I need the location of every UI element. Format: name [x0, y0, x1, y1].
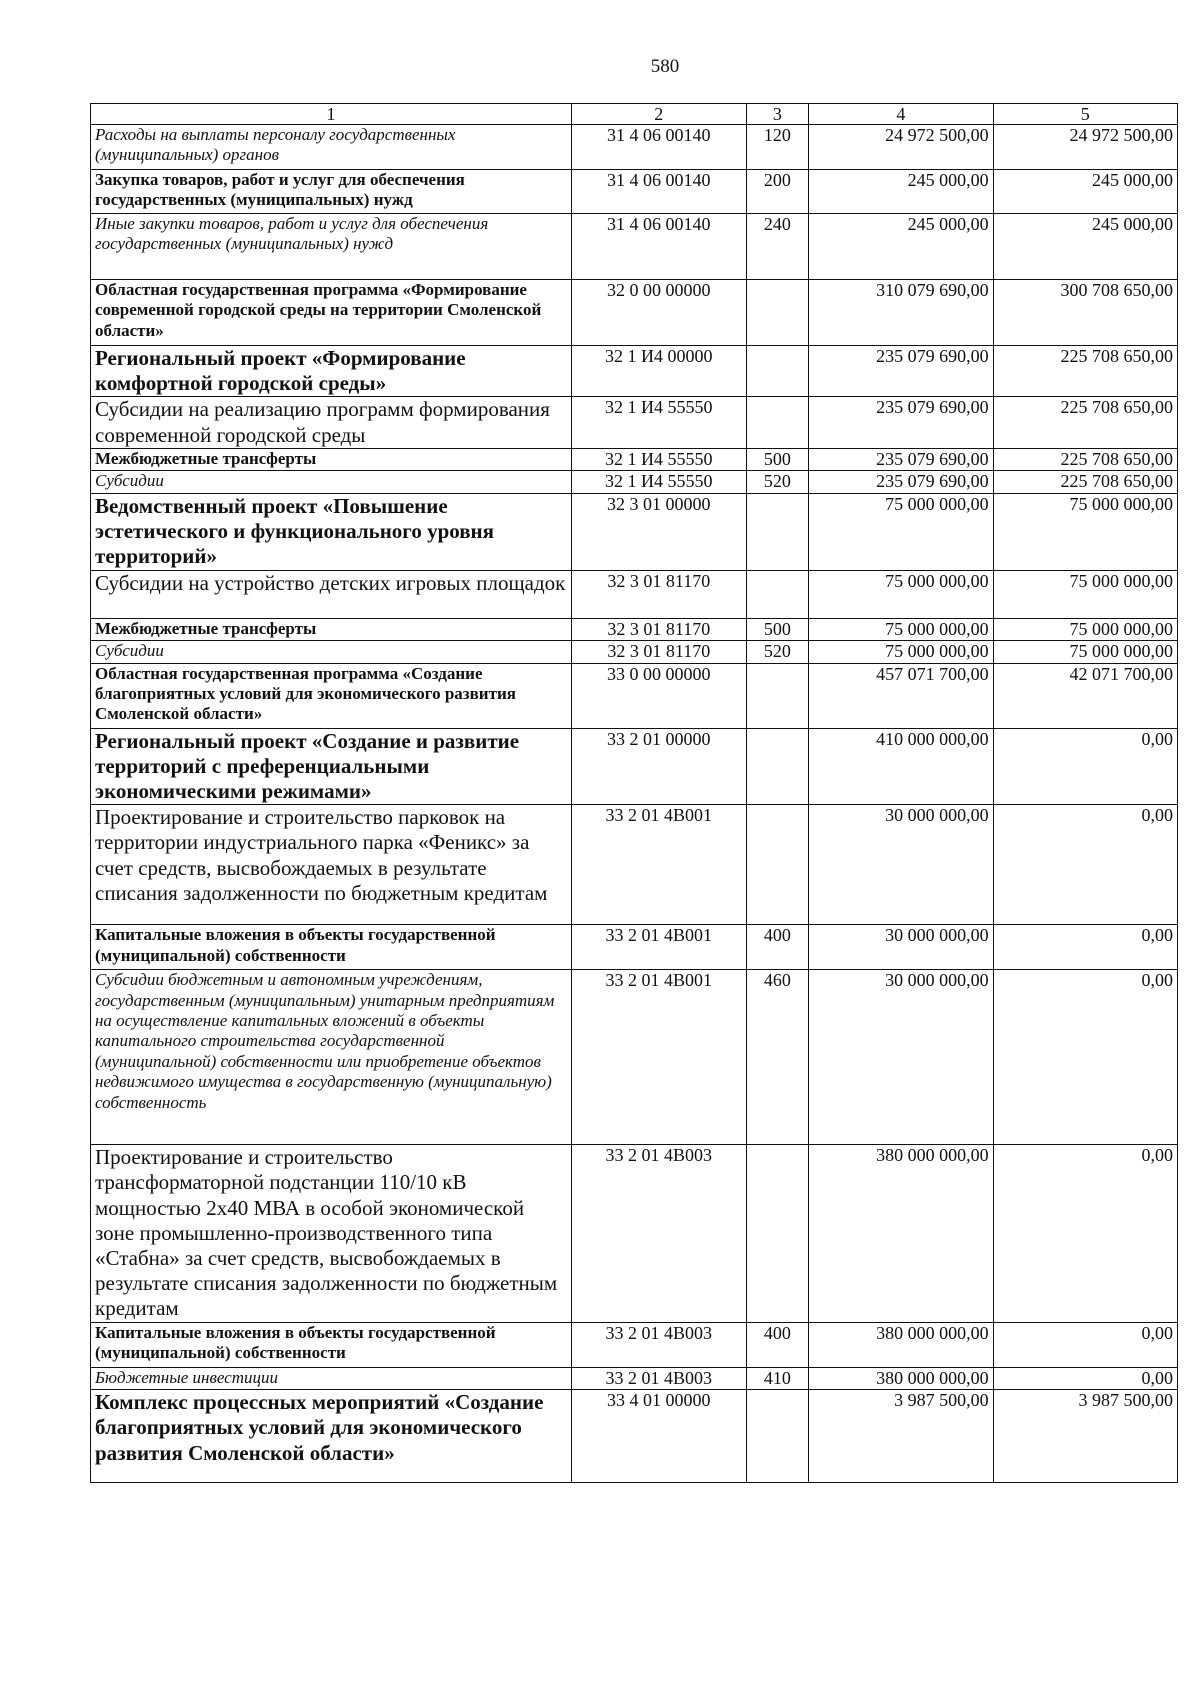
row-sum1-cell: 235 079 690,00	[809, 346, 993, 397]
row-sum1-cell: 457 071 700,00	[809, 663, 993, 728]
row-name-cell: Бюджетные инвестиции	[91, 1367, 572, 1390]
row-sum2-cell: 3 987 500,00	[993, 1390, 1177, 1483]
row-code-cell: 33 2 01 4В001	[571, 970, 746, 1145]
row-code-cell: 32 3 01 00000	[571, 493, 746, 570]
row-code-cell: 33 2 01 00000	[571, 728, 746, 805]
row-code-cell: 33 2 01 4В003	[571, 1367, 746, 1390]
row-sum1-cell: 75 000 000,00	[809, 641, 993, 664]
row-code-cell: 32 3 01 81170	[571, 618, 746, 641]
budget-table	[90, 103, 1178, 1483]
row-code-cell: 32 1 И4 55550	[571, 448, 746, 471]
row-name-cell: Субсидии	[91, 641, 572, 664]
row-sum2-cell: 225 708 650,00	[993, 448, 1177, 471]
row-sum2-cell: 75 000 000,00	[993, 641, 1177, 664]
row-sum1-cell: 235 079 690,00	[809, 397, 993, 448]
row-name-cell: Областная государственная программа «Создание благоприятных условий для экономического развития Смоленской области»	[91, 663, 572, 728]
row-type-cell: 520	[746, 471, 809, 494]
row-name-cell: Капитальные вложения в объекты государственной (муниципальной) собственности	[91, 925, 572, 970]
row-name-cell: Иные закупки товаров, работ и услуг для обеспечения государственных (муниципальных) нужд	[91, 214, 572, 280]
row-sum2-cell: 24 972 500,00	[993, 125, 1177, 170]
row-type-cell	[746, 493, 809, 570]
table-row	[91, 448, 1178, 471]
row-name-cell: Субсидии на устройство детских игровых площадок	[91, 570, 572, 618]
row-type-cell: 240	[746, 214, 809, 280]
row-sum1-cell: 75 000 000,00	[809, 493, 993, 570]
row-sum1-cell: 235 079 690,00	[809, 471, 993, 494]
row-code-cell: 32 1 И4 00000	[571, 346, 746, 397]
row-sum2-cell: 0,00	[993, 970, 1177, 1145]
table-row	[91, 346, 1178, 397]
row-sum1-cell: 380 000 000,00	[809, 1322, 993, 1367]
row-type-cell	[746, 280, 809, 346]
table-row	[91, 663, 1178, 728]
row-name-cell: Капитальные вложения в объекты государственной (муниципальной) собственности	[91, 1322, 572, 1367]
row-name-cell: Проектирование и строительство трансформаторной подстанции 110/10 кВ мощностью 2х40 МВА в особой экономической зоне промышленно-производственного типа «Стабна» за счет средств, высвобождаемых в результате списания задолженности по бюджетным кредитам	[91, 1145, 572, 1322]
row-type-cell	[746, 397, 809, 448]
table-row	[91, 1145, 1178, 1322]
row-name-cell: Ведомственный проект «Повышение эстетического и функционального уровня территорий»	[91, 493, 572, 570]
row-sum1-cell: 380 000 000,00	[809, 1145, 993, 1322]
header-col-4: 4	[809, 104, 993, 125]
row-name-cell: Проектирование и строительство парковок на территории индустриального парка «Феникс» за счет средств, высвобождаемых в результате списания задолженности по бюджетным кредитам	[91, 805, 572, 925]
table-row	[91, 280, 1178, 346]
table-row	[91, 214, 1178, 280]
row-sum1-cell: 75 000 000,00	[809, 618, 993, 641]
row-sum1-cell: 245 000,00	[809, 170, 993, 214]
row-name-cell: Закупка товаров, работ и услуг для обеспечения государственных (муниципальных) нужд	[91, 170, 572, 214]
row-sum1-cell: 30 000 000,00	[809, 925, 993, 970]
row-sum2-cell: 245 000,00	[993, 214, 1177, 280]
table-row	[91, 1322, 1178, 1367]
row-sum1-cell: 30 000 000,00	[809, 970, 993, 1145]
row-code-cell: 32 1 И4 55550	[571, 397, 746, 448]
row-type-cell: 500	[746, 618, 809, 641]
header-col-5: 5	[993, 104, 1177, 125]
row-sum1-cell: 380 000 000,00	[809, 1367, 993, 1390]
header-col-1: 1	[91, 104, 572, 125]
row-type-cell	[746, 570, 809, 618]
row-type-cell: 500	[746, 448, 809, 471]
header-col-3: 3	[746, 104, 809, 125]
row-sum1-cell: 30 000 000,00	[809, 805, 993, 925]
row-type-cell: 400	[746, 1322, 809, 1367]
row-sum1-cell: 410 000 000,00	[809, 728, 993, 805]
row-name-cell: Межбюджетные трансферты	[91, 618, 572, 641]
header-col-2: 2	[571, 104, 746, 125]
row-sum2-cell: 75 000 000,00	[993, 493, 1177, 570]
row-code-cell: 32 0 00 00000	[571, 280, 746, 346]
row-name-cell: Расходы на выплаты персоналу государственных (муниципальных) органов	[91, 125, 572, 170]
row-type-cell	[746, 1390, 809, 1483]
table-row	[91, 471, 1178, 494]
table-row	[91, 125, 1178, 170]
row-name-cell: Региональный проект «Формирование комфортной городской среды»	[91, 346, 572, 397]
row-type-cell	[746, 728, 809, 805]
row-type-cell: 460	[746, 970, 809, 1145]
row-code-cell: 33 0 00 00000	[571, 663, 746, 728]
header-row	[91, 104, 1178, 125]
row-code-cell: 33 2 01 4В001	[571, 805, 746, 925]
row-sum1-cell: 245 000,00	[809, 214, 993, 280]
row-code-cell: 32 1 И4 55550	[571, 471, 746, 494]
row-sum2-cell: 225 708 650,00	[993, 346, 1177, 397]
row-sum2-cell: 75 000 000,00	[993, 618, 1177, 641]
table-row	[91, 618, 1178, 641]
row-sum1-cell: 24 972 500,00	[809, 125, 993, 170]
table-row	[91, 397, 1178, 448]
row-sum1-cell: 310 079 690,00	[809, 280, 993, 346]
row-code-cell: 33 2 01 4В003	[571, 1145, 746, 1322]
page-number: 580	[650, 56, 680, 77]
table-row	[91, 170, 1178, 214]
table-row	[91, 641, 1178, 664]
row-sum2-cell: 0,00	[993, 925, 1177, 970]
table-row	[91, 970, 1178, 1145]
table-row	[91, 805, 1178, 925]
row-code-cell: 32 3 01 81170	[571, 570, 746, 618]
row-sum2-cell: 245 000,00	[993, 170, 1177, 214]
row-sum2-cell: 42 071 700,00	[993, 663, 1177, 728]
row-sum2-cell: 0,00	[993, 1367, 1177, 1390]
row-sum2-cell: 0,00	[993, 805, 1177, 925]
table-row	[91, 1367, 1178, 1390]
row-sum2-cell: 225 708 650,00	[993, 397, 1177, 448]
table-row	[91, 925, 1178, 970]
row-name-cell: Субсидии	[91, 471, 572, 494]
row-sum1-cell: 3 987 500,00	[809, 1390, 993, 1483]
table-row	[91, 570, 1178, 618]
row-sum2-cell: 300 708 650,00	[993, 280, 1177, 346]
row-sum2-cell: 0,00	[993, 728, 1177, 805]
row-sum1-cell: 75 000 000,00	[809, 570, 993, 618]
row-type-cell: 400	[746, 925, 809, 970]
table-row	[91, 493, 1178, 570]
row-sum2-cell: 75 000 000,00	[993, 570, 1177, 618]
row-name-cell: Региональный проект «Создание и развитие территорий с преференциальными экономическими режимами»	[91, 728, 572, 805]
row-code-cell: 33 2 01 4В001	[571, 925, 746, 970]
row-code-cell: 33 4 01 00000	[571, 1390, 746, 1483]
table-row	[91, 1390, 1178, 1483]
row-type-cell	[746, 805, 809, 925]
row-type-cell: 410	[746, 1367, 809, 1390]
row-sum2-cell: 0,00	[993, 1145, 1177, 1322]
row-code-cell: 31 4 06 00140	[571, 214, 746, 280]
row-sum2-cell: 225 708 650,00	[993, 471, 1177, 494]
row-sum1-cell: 235 079 690,00	[809, 448, 993, 471]
row-name-cell: Комплекс процессных мероприятий «Создание благоприятных условий для экономического развития Смоленской области»	[91, 1390, 572, 1483]
row-code-cell: 31 4 06 00140	[571, 170, 746, 214]
row-type-cell	[746, 346, 809, 397]
row-code-cell: 32 3 01 81170	[571, 641, 746, 664]
row-name-cell: Субсидии бюджетным и автономным учреждениям, государственным (муниципальным) унитарным предприятиям на осуществление капитальных вложений в объекты капитального строительства государственной (муниципальной) собственности или приобретение объектов недвижимого имущества в государственную (муниципальную) собственность	[91, 970, 572, 1145]
row-code-cell: 33 2 01 4В003	[571, 1322, 746, 1367]
row-type-cell: 120	[746, 125, 809, 170]
row-name-cell: Областная государственная программа «Формирование современной городской среды на территории Смоленской области»	[91, 280, 572, 346]
row-name-cell: Субсидии на реализацию программ формирования современной городской среды	[91, 397, 572, 448]
row-type-cell: 200	[746, 170, 809, 214]
table-row	[91, 728, 1178, 805]
row-name-cell: Межбюджетные трансферты	[91, 448, 572, 471]
row-type-cell: 520	[746, 641, 809, 664]
row-type-cell	[746, 1145, 809, 1322]
row-type-cell	[746, 663, 809, 728]
row-sum2-cell: 0,00	[993, 1322, 1177, 1367]
row-code-cell: 31 4 06 00140	[571, 125, 746, 170]
